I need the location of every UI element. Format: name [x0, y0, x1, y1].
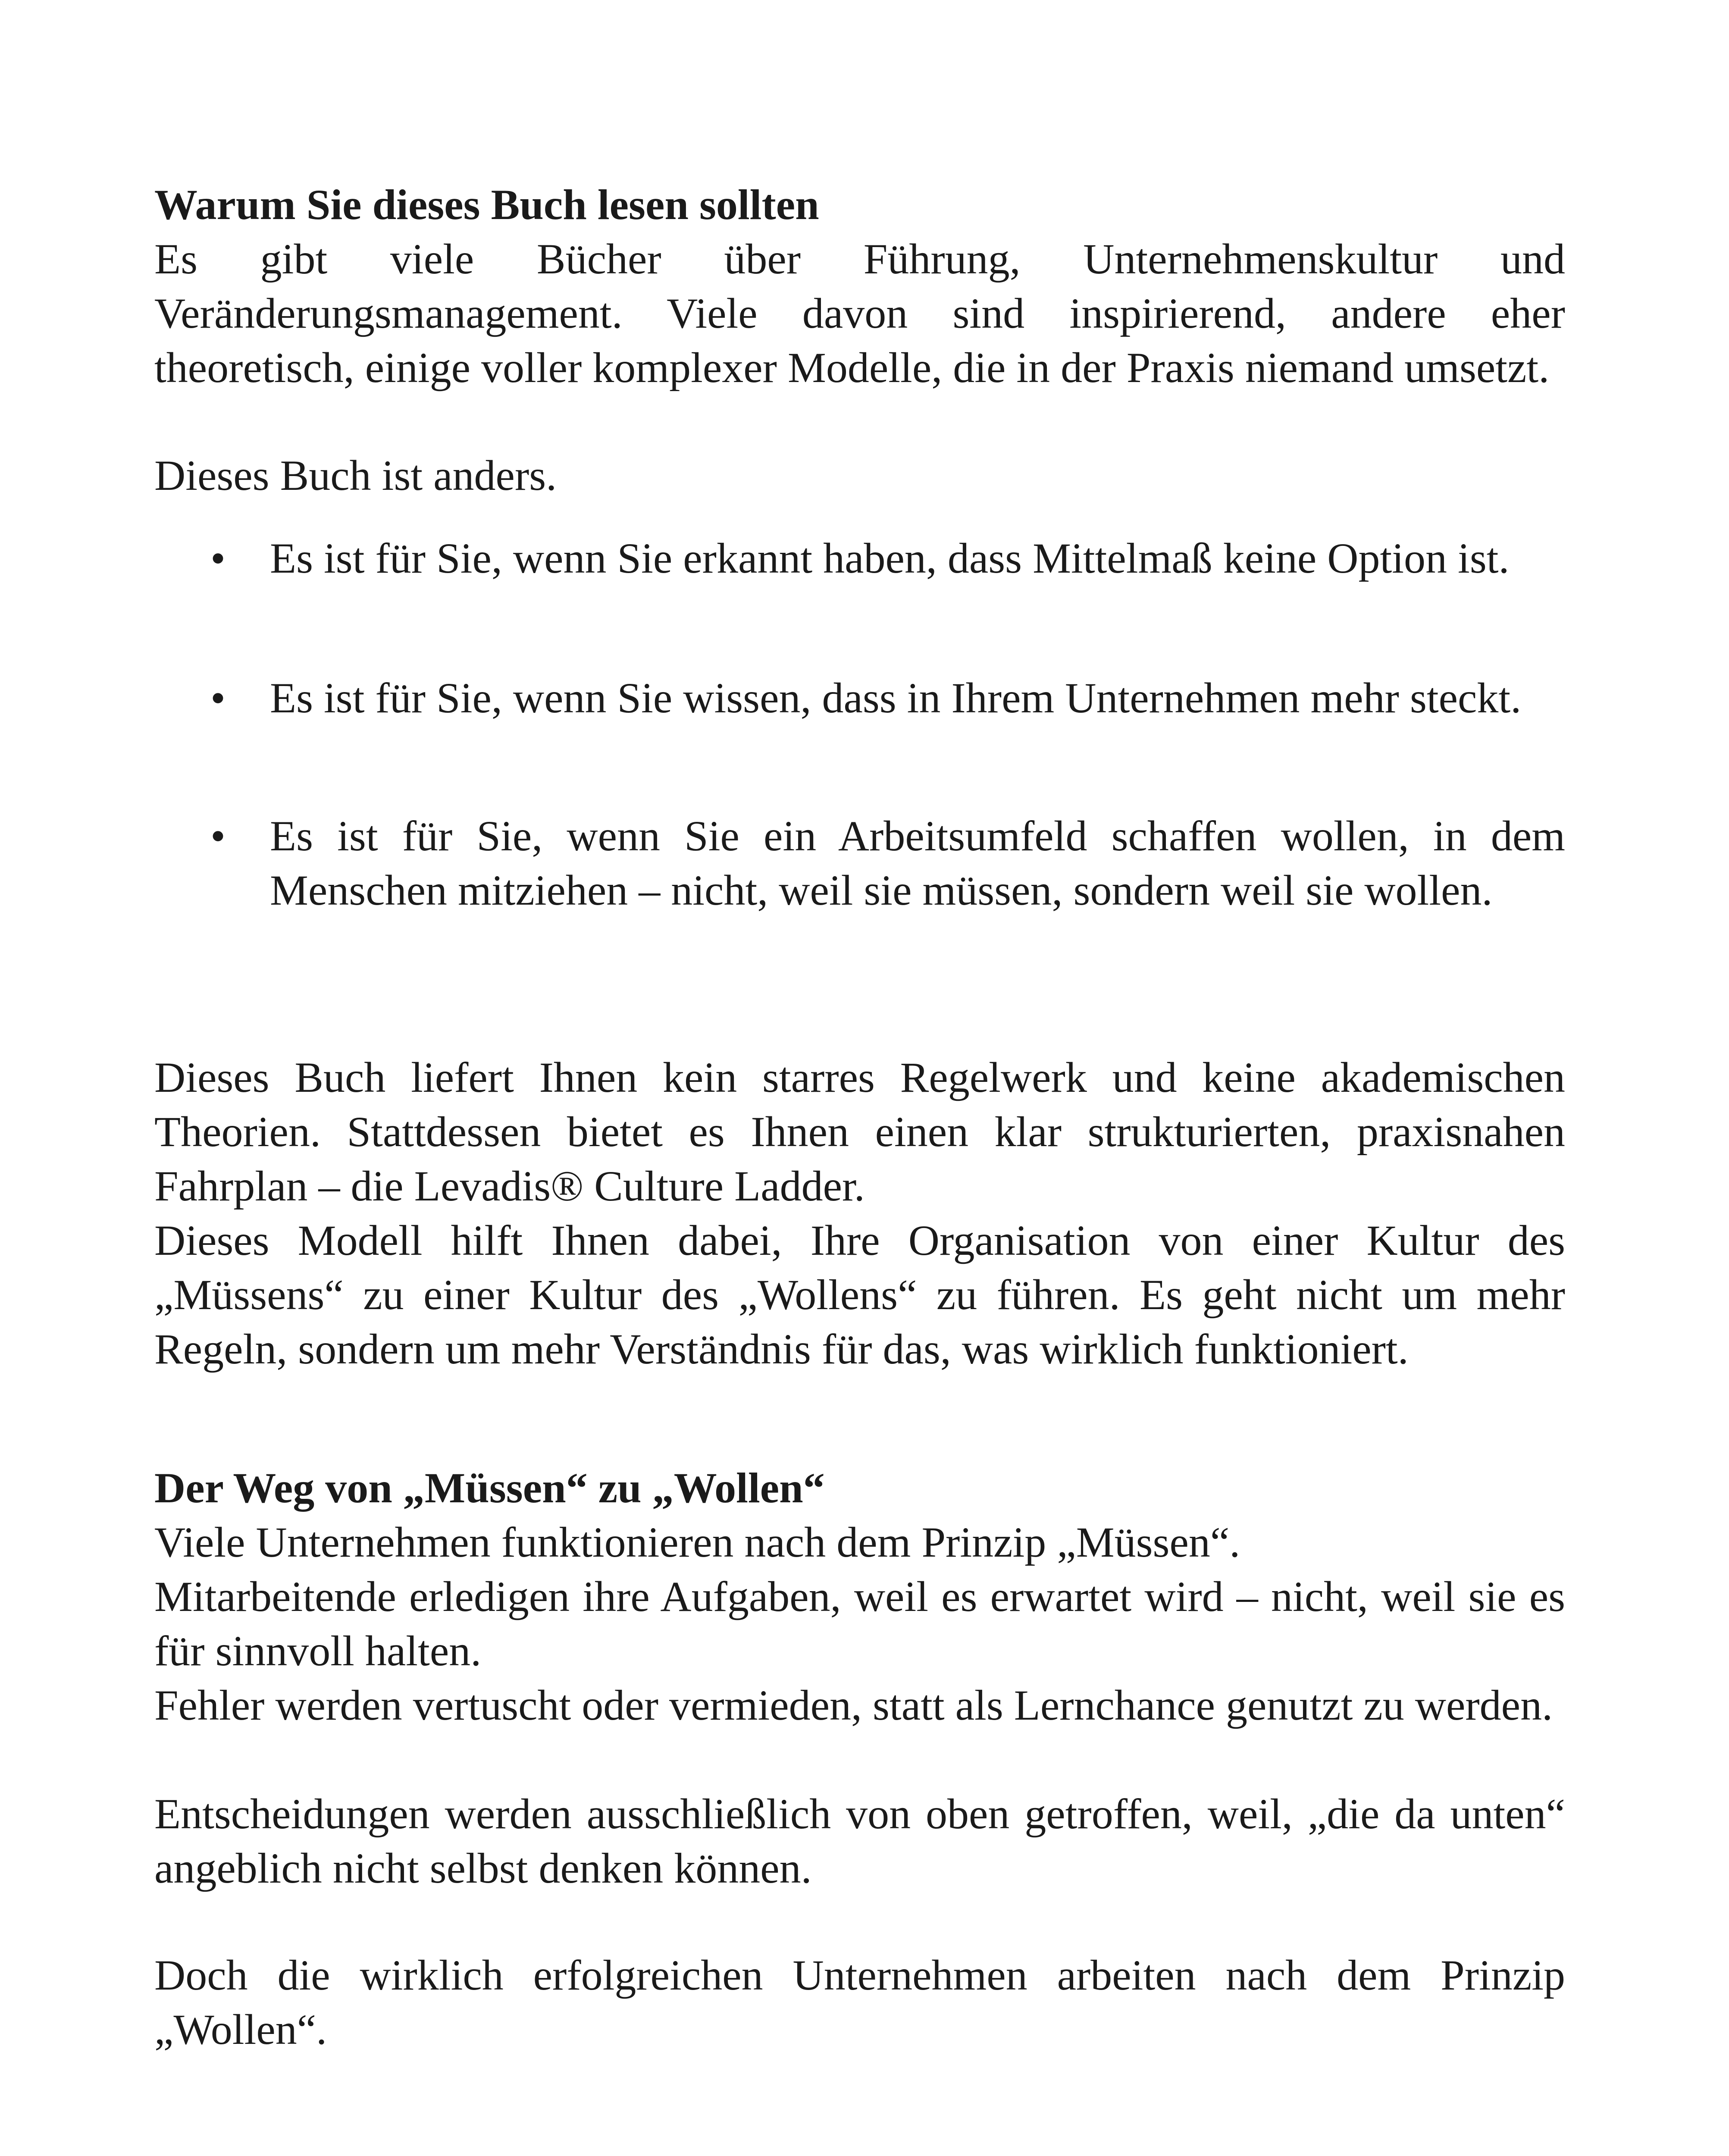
statement-block [154, 448, 1565, 503]
closing-paragraph: Doch die wirklich erfolgreichen Unternehmen arbeiten nach dem Prinzip „Wollen“. [154, 1951, 1565, 2053]
bullet-list-block-2 [154, 671, 1565, 725]
section-heading-why-read: Warum Sie dieses Buch lesen sollten [154, 181, 819, 229]
section2-line4-block [154, 1787, 1565, 1896]
intro-block [154, 232, 1565, 395]
intro-paragraph: Es gibt viele Bücher über Führung, Unternehmenskultur und Veränderungsmanagement. Viele davon sind inspirierend, andere eher theoretisch, einige voller komplexer Modelle, die in der Praxis niemand umsetzt. [154, 235, 1565, 392]
bullet-text: Es ist für Sie, wenn Sie wissen, dass in Ihrem Unternehmen mehr steckt. [270, 674, 1522, 722]
closing-block [154, 1948, 1565, 2057]
para1-block [154, 1050, 1565, 1213]
bullet-text: Es ist für Sie, wenn Sie erkannt haben, dass Mittelmaß keine Option ist. [270, 534, 1510, 582]
section2-line1-block [154, 1515, 1565, 1570]
list-item [154, 809, 1565, 918]
list-item [154, 671, 1565, 725]
body-line-2: Mitarbeitende erledigen ihre Aufgaben, weil es erwartet wird – nicht, weil sie es für sinnvoll halten. [154, 1573, 1565, 1675]
body-line-1: Viele Unternehmen funktionieren nach dem Prinzip „Müssen“. [154, 1518, 1240, 1566]
body-line-4: Entscheidungen werden ausschließlich von oben getroffen, weil, „die da unten“ angeblich nicht selbst denken können. [154, 1790, 1565, 1892]
section-must-to-want [154, 1461, 1565, 1515]
body-line-3: Fehler werden vertuscht oder vermieden, statt als Lernchance genutzt zu werden. [154, 1681, 1553, 1729]
bullet-text: Es ist für Sie, wenn Sie ein Arbeitsumfeld schaffen wollen, in dem Menschen mitziehen – nicht, weil sie müssen, sondern weil sie wollen. [270, 812, 1565, 914]
body-paragraph-1: Dieses Buch liefert Ihnen kein starres Regelwerk und keine akademischen Theorien. Stattdessen bietet es Ihnen einen klar strukturierten, praxisnahen Fahrplan – die Levadis® Culture Ladder. [154, 1053, 1565, 1210]
bullet-list-block [154, 531, 1565, 586]
bullet-list [154, 531, 1565, 586]
body-paragraph-2: Dieses Modell hilft Ihnen dabei, Ihre Organisation von einer Kultur des „Müssens“ zu einer Kultur des „Wollens“ zu führen. Es geht nicht um mehr Regeln, sondern um mehr Verständnis für das, was wirklich funktioniert. [154, 1216, 1565, 1373]
para2-block [154, 1213, 1565, 1376]
section-why-read [154, 178, 1565, 232]
bullet-icon: • [210, 534, 226, 582]
bullet-list-block-3 [154, 809, 1565, 918]
section2-line2-block [154, 1570, 1565, 1678]
section-heading-must-to-want: Der Weg von „Müssen“ zu „Wollen“ [154, 1464, 825, 1512]
section2-line3-block [154, 1678, 1565, 1733]
bullet-icon: • [210, 812, 226, 860]
bullet-icon: • [210, 674, 226, 722]
statement-paragraph: Dieses Buch ist anders. [154, 451, 557, 499]
list-item [154, 531, 1565, 586]
